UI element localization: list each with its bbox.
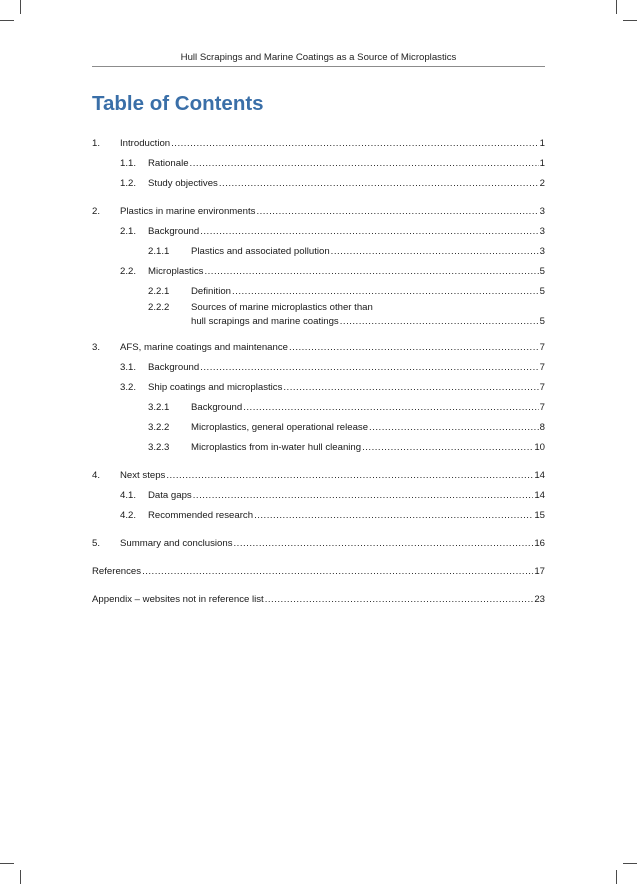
toc-label: Summary and conclusions — [120, 538, 233, 549]
toc-number: 1. — [92, 138, 101, 149]
dot-leader — [219, 174, 539, 194]
toc-page: 8 — [539, 422, 545, 433]
dot-leader — [166, 466, 533, 486]
toc-entry-3-2-3[interactable] — [92, 438, 545, 458]
toc-page: 14 — [534, 470, 545, 481]
toc-entry-text — [148, 378, 545, 398]
toc-entry-text — [148, 358, 545, 378]
toc-number: 3.2.1 — [148, 402, 170, 413]
toc-page: 3 — [539, 226, 545, 237]
toc-entry-3-2-1[interactable] — [92, 398, 545, 418]
toc-entry-text — [92, 562, 545, 582]
toc-label: Background — [148, 362, 200, 373]
toc-entry-1-1[interactable] — [92, 154, 545, 174]
toc-entry-2-2-2[interactable] — [92, 302, 545, 330]
toc-entry-3-2-2[interactable] — [92, 418, 545, 438]
toc-entry-text — [148, 222, 545, 242]
toc-entry-3-2[interactable] — [92, 378, 545, 398]
toc-page: 15 — [534, 510, 545, 521]
dot-leader — [171, 134, 539, 154]
toc-number: 3.2.3 — [148, 442, 170, 453]
toc-label: Microplastics — [148, 266, 204, 277]
toc-page: 7 — [539, 382, 545, 393]
toc-label-line2: hull scrapings and marine coatings — [191, 316, 339, 327]
dot-leader — [369, 418, 539, 438]
toc-entry-text — [148, 154, 545, 174]
toc-label: Plastics and associated pollution — [191, 246, 330, 257]
toc-number: 1.2. — [120, 178, 137, 189]
toc-page: 17 — [534, 566, 545, 577]
toc-entry-text — [191, 242, 545, 262]
toc-number: 4.2. — [120, 510, 137, 521]
toc-entry-text — [191, 398, 545, 418]
toc-page: 3 — [539, 206, 545, 217]
crop-mark — [20, 0, 21, 14]
dot-leader — [254, 506, 533, 526]
toc-number: 3. — [92, 342, 101, 353]
dot-leader — [289, 338, 539, 358]
toc-entry-1-2[interactable] — [92, 174, 545, 194]
toc-page: 14 — [534, 490, 545, 501]
toc-entry-references[interactable] — [92, 562, 545, 582]
toc-entry-text — [120, 338, 545, 358]
page-title: Table of Contents — [92, 92, 264, 115]
header-rule — [92, 66, 545, 67]
dot-leader — [265, 590, 534, 610]
toc-label: Background — [191, 402, 243, 413]
toc-page: 3 — [539, 246, 545, 257]
toc-page: 10 — [534, 442, 545, 453]
toc-entry-2-1[interactable] — [92, 222, 545, 242]
toc-label: Recommended research — [148, 510, 254, 521]
toc-entry-text — [191, 438, 545, 458]
running-header: Hull Scrapings and Marine Coatings as a Source of Microplastics — [180, 52, 457, 63]
toc-page: 23 — [534, 594, 545, 605]
toc-number: 3.2.2 — [148, 422, 170, 433]
dot-leader — [200, 222, 538, 242]
toc-entry-4-1[interactable] — [92, 486, 545, 506]
toc-page: 7 — [539, 402, 545, 413]
toc-entry-3-1[interactable] — [92, 358, 545, 378]
toc-entry-2-2[interactable] — [92, 262, 545, 282]
dot-leader — [331, 242, 539, 262]
toc-number: 2.2. — [120, 266, 137, 277]
toc-entry-text — [92, 590, 545, 610]
toc-number: 2.1.1 — [148, 246, 170, 257]
toc-number: 5. — [92, 538, 101, 549]
dot-leader — [204, 262, 538, 282]
toc-label-line1: Sources of marine microplastics other than — [191, 302, 373, 313]
dot-leader — [234, 534, 534, 554]
dot-leader — [243, 398, 538, 418]
toc-number: 3.2. — [120, 382, 137, 393]
toc-number: 2.2.2 — [148, 302, 170, 313]
toc-label: References — [92, 566, 142, 577]
toc-page: 2 — [539, 178, 545, 189]
dot-leader — [200, 358, 538, 378]
toc-label: AFS, marine coatings and maintenance — [120, 342, 288, 353]
toc-entry-3[interactable] — [92, 338, 545, 358]
toc-number: 2.1. — [120, 226, 137, 237]
toc-entry-text — [148, 486, 545, 506]
toc-entry-text — [120, 134, 545, 154]
toc-number: 2. — [92, 206, 101, 217]
toc-entry-1[interactable] — [92, 134, 545, 154]
toc-entry-text — [148, 262, 545, 282]
toc-label: Background — [148, 226, 200, 237]
toc-entry-text — [148, 174, 545, 194]
toc-entry-text — [191, 418, 545, 438]
toc-page: 5 — [539, 266, 545, 277]
toc-label: Appendix – websites not in reference list — [92, 594, 264, 605]
toc-page: 7 — [539, 342, 545, 353]
toc-label: Data gaps — [148, 490, 192, 501]
toc-entry-text — [148, 506, 545, 526]
crop-mark — [623, 863, 637, 864]
crop-mark — [616, 0, 617, 14]
toc-label: Microplastics, general operational release — [191, 422, 369, 433]
crop-mark — [616, 870, 617, 884]
toc-label: Definition — [191, 286, 231, 297]
toc-page: 5 — [539, 286, 545, 297]
toc-label: Study objectives — [148, 178, 218, 189]
toc-label: Microplastics from in-water hull cleaning — [191, 442, 362, 453]
toc-label: Next steps — [120, 470, 166, 481]
crop-mark — [0, 863, 14, 864]
toc-label: Ship coatings and microplastics — [148, 382, 283, 393]
dot-leader — [340, 312, 539, 332]
toc-entry-4-2[interactable] — [92, 506, 545, 526]
toc-entry-appendix[interactable] — [92, 590, 545, 610]
toc-number: 2.2.1 — [148, 286, 170, 297]
dot-leader — [190, 154, 539, 174]
toc-entry-text — [120, 466, 545, 486]
dot-leader — [362, 438, 533, 458]
dot-leader — [193, 486, 534, 506]
toc-number: 4.1. — [120, 490, 137, 501]
table-of-contents — [92, 134, 545, 610]
toc-page: 5 — [539, 316, 545, 327]
toc-page: 16 — [534, 538, 545, 549]
toc-entry-4[interactable] — [92, 466, 545, 486]
toc-entry-2[interactable] — [92, 202, 545, 222]
toc-label: Plastics in marine environments — [120, 206, 256, 217]
dot-leader — [142, 562, 533, 582]
dot-leader — [256, 202, 538, 222]
toc-entry-2-1-1[interactable] — [92, 242, 545, 262]
toc-label: Rationale — [148, 158, 189, 169]
dot-leader — [283, 378, 538, 398]
toc-number: 4. — [92, 470, 101, 481]
toc-entry-5[interactable] — [92, 534, 545, 554]
crop-mark — [0, 20, 14, 21]
toc-entry-text — [191, 312, 545, 332]
crop-mark — [623, 20, 637, 21]
toc-page: 7 — [539, 362, 545, 373]
toc-entry-text — [120, 202, 545, 222]
toc-number: 1.1. — [120, 158, 137, 169]
toc-page: 1 — [539, 158, 545, 169]
crop-mark — [20, 870, 21, 884]
toc-label: Introduction — [120, 138, 171, 149]
toc-number: 3.1. — [120, 362, 137, 373]
toc-page: 1 — [539, 138, 545, 149]
toc-entry-text — [120, 534, 545, 554]
